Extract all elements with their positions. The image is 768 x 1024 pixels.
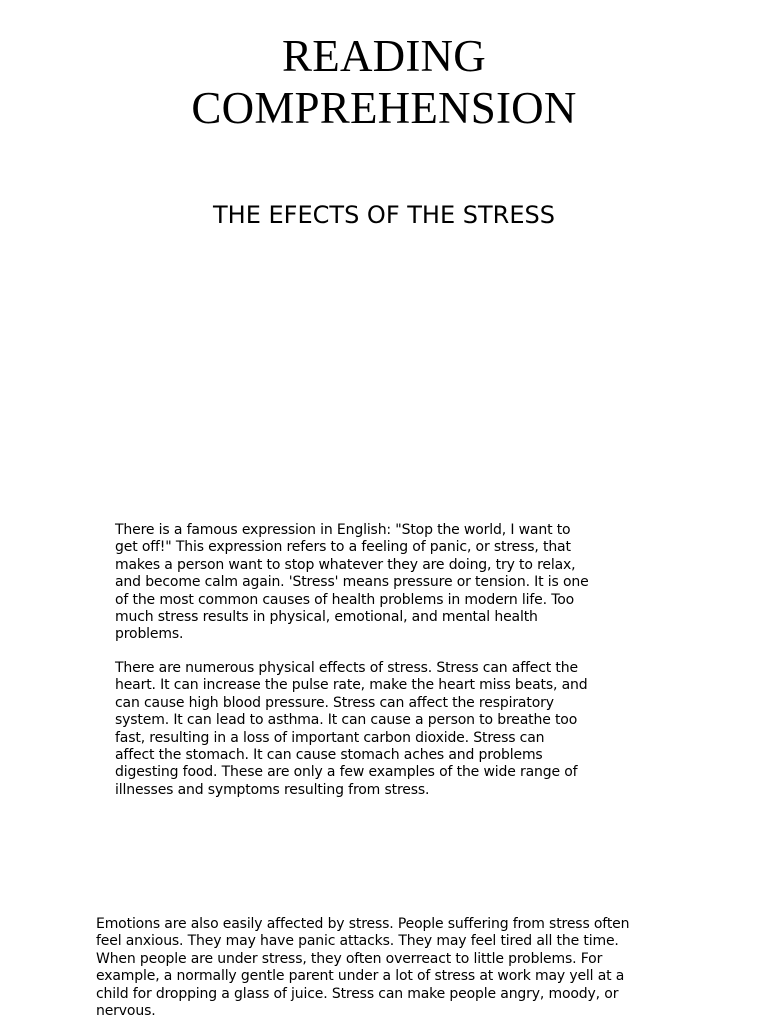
text-line: system. It can lead to asthma. It can cause a person to breathe too [115, 712, 578, 729]
article-heading: THE EFECTS OF THE STRESS [213, 201, 555, 229]
text-line: Emotions are also easily affected by stress. People suffering from stress often [96, 916, 630, 932]
text-line: illnesses and symptoms resulting from stress. [115, 781, 430, 798]
text-line: example, a normally gentle parent under a lot of stress at work may yell at a [96, 968, 625, 985]
paragraph-emotional-effects [96, 916, 629, 1020]
title-line: COMPREHENSION [191, 83, 577, 133]
text-line: affect the stomach. It can cause stomach aches and problems [115, 747, 543, 764]
text-line: child for dropping a glass of juice. Stress can make people angry, moody, or [96, 985, 619, 1002]
text-line: fast, resulting in a loss of important carbon dioxide. Stress can [115, 729, 545, 746]
page-title [0, 30, 768, 134]
text-line: heart. It can increase the pulse rate, make the heart miss beats, and [115, 677, 588, 694]
paragraph-physical-effects [115, 660, 588, 799]
title-line: READING [282, 31, 486, 81]
text-line: much stress results in physical, emotional, and mental health [115, 609, 538, 626]
text-line: of the most common causes of health problems in modern life. Too [115, 591, 575, 608]
text-line: can cause high blood pressure. Stress can affect the respiratory [115, 694, 554, 711]
text-line: feel anxious. They may have panic attacks. They may feel tired all the time. [96, 933, 619, 950]
paragraph-intro [115, 522, 589, 644]
text-line: makes a person want to stop whatever they are doing, try to relax, [115, 556, 576, 573]
text-line: problems. [115, 626, 184, 643]
text-line: There are numerous physical effects of stress. Stress can affect the [115, 660, 578, 676]
text-line: There is a famous expression in English: "Stop the world, I want to [115, 522, 571, 538]
text-line: When people are under stress, they often overreact to little problems. For [96, 950, 603, 967]
text-line: nervous. [96, 1003, 156, 1020]
text-line: and become calm again. 'Stress' means pressure or tension. It is one [115, 574, 589, 591]
text-line: get off!" This expression refers to a feeling of panic, or stress, that [115, 539, 571, 556]
text-line: digesting food. These are only a few examples of the wide range of [115, 764, 578, 781]
